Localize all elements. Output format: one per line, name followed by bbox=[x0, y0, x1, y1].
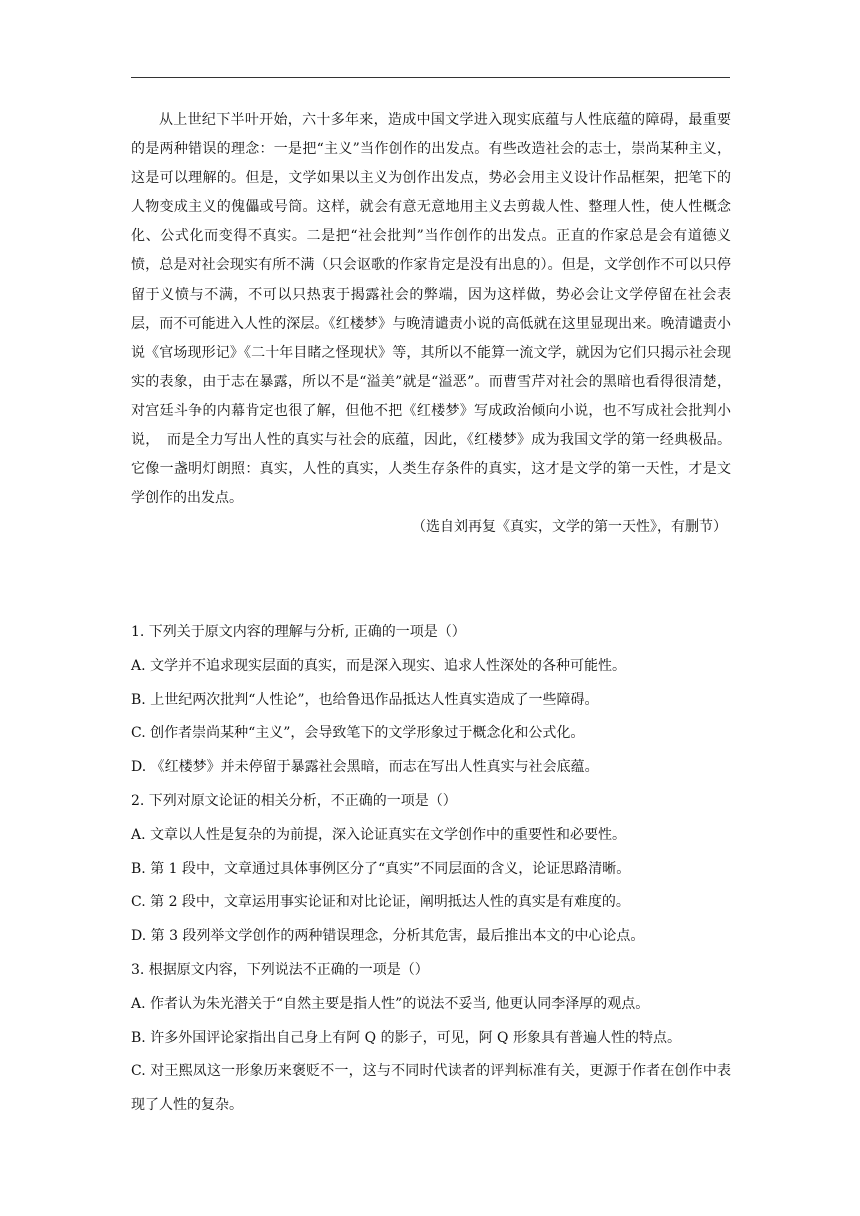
option-a: A. 文学并不追求现实层面的真实，而是深入现实、追求人性深处的各种可能性。 bbox=[131, 657, 627, 674]
option-d: D. 《红楼梦》并未停留于暴露社会黑暗，而志在写出人性真实与社会底蕴。 bbox=[131, 759, 599, 776]
passage-source: （选自刘再复《真实，文学的第一天性》，有删节） bbox=[412, 519, 727, 536]
header-rule bbox=[131, 77, 730, 78]
reading-passage bbox=[131, 106, 731, 542]
question-stem: 2. 下列对原文论证的相关分析，不正确的一项是（） bbox=[131, 792, 457, 809]
question-stem: 3. 根据原文内容，下列说法不正确的一项是（） bbox=[131, 961, 429, 978]
question-2 bbox=[131, 785, 731, 954]
question-1 bbox=[131, 616, 731, 785]
option-c: C. 第 2 段中，文章运用事实论证和对比论证，阐明抵达人性的真实是有难度的。 bbox=[131, 894, 630, 911]
option-a: A. 文章以人性是复杂的为前提，深入论证真实在文学创作中的重要性和必要性。 bbox=[131, 826, 627, 843]
passage-paragraph: 从上世纪下半叶开始，六十多年来，造成中国文学进入现实底蕴与人性底蕴的障碍，最重要的是两种错误的理念：一是把“主义”当作创作的出发点。有些改造社会的志士，崇尚某种主义，这是可以理解的。但是，文学如果以主义为创作出发点，势必会用主义设计作品框架，把笔下的人物变成主义的傀儡或号筒。这样，就会有意无意地用主义去剪裁人性、整理人性，使人性概念化、公式化而变得不真实。二是把“社会批判”当作创作的出发点。正直的作家总是会有道德义愤，总是对社会现实有所不满（只会讴歌的作家肯定是没有出息的）。但是，文学创作不可以只停留于义愤与不满，不可以只热衷于揭露社会的弊端，因为这样做，势必会让文学停留在社会表层，而不可能进入人性的深层。《红楼梦》与晚清谴责小说的高低就在这里显现出来。晚清谴责小说《官场现形记》《二十年目睹之怪现状》等，其所以不能算一流文学，就因为它们只揭示社会现实的表象，由于志在暴露，所以不是“溢美”就是“溢恶”。而曹雪芹对社会的黑暗也看得很清楚，对宫廷斗争的内幕肯定也很了解，但他不把《红楼梦》写成政治倾向小说，也不写成社会批判小说， 而是全力写出人性的真实与社会的底蕴，因此，《红楼梦》成为我国文学的第一经典极品。它像一盏明灯朗照：真实，人性的真实，人类生存条件的真实，这才是文学的第一天性，才是文学创作的出发点。 bbox=[131, 112, 731, 507]
option-b: B. 第 1 段中，文章通过具体事例区分了“真实”不同层面的含义，论证思路清晰。 bbox=[131, 860, 631, 877]
question-3 bbox=[131, 954, 731, 1123]
option-a: A. 作者认为朱光潜关于“自然主要是指人性”的说法不妥当, 他更认同李泽厚的观点。 bbox=[131, 995, 650, 1012]
option-b: B. 上世纪两次批判“人性论”，也给鲁迅作品抵达人性真实造成了一些障碍。 bbox=[131, 691, 599, 708]
option-c: C. 对王熙凤这一形象历来褒贬不一，这与不同时代读者的评判标准有关，更源于作者在创作中表现了人性的复杂。 bbox=[131, 1063, 731, 1114]
question-stem: 1. 下列关于原文内容的理解与分析, 正确的一项是（） bbox=[131, 624, 466, 640]
option-d: D. 第 3 段列举文学创作的两种错误理念，分析其危害，最后推出本文的中心论点。 bbox=[131, 928, 645, 945]
option-b: B. 许多外国评论家指出自己身上有阿 Q 的影子，可见，阿 Q 形象具有普遍人性的特点。 bbox=[131, 1029, 681, 1046]
option-c: C. 创作者崇尚某种“主义”，会导致笔下的文学形象过于概念化和公式化。 bbox=[131, 725, 585, 742]
question-list bbox=[131, 616, 731, 1123]
